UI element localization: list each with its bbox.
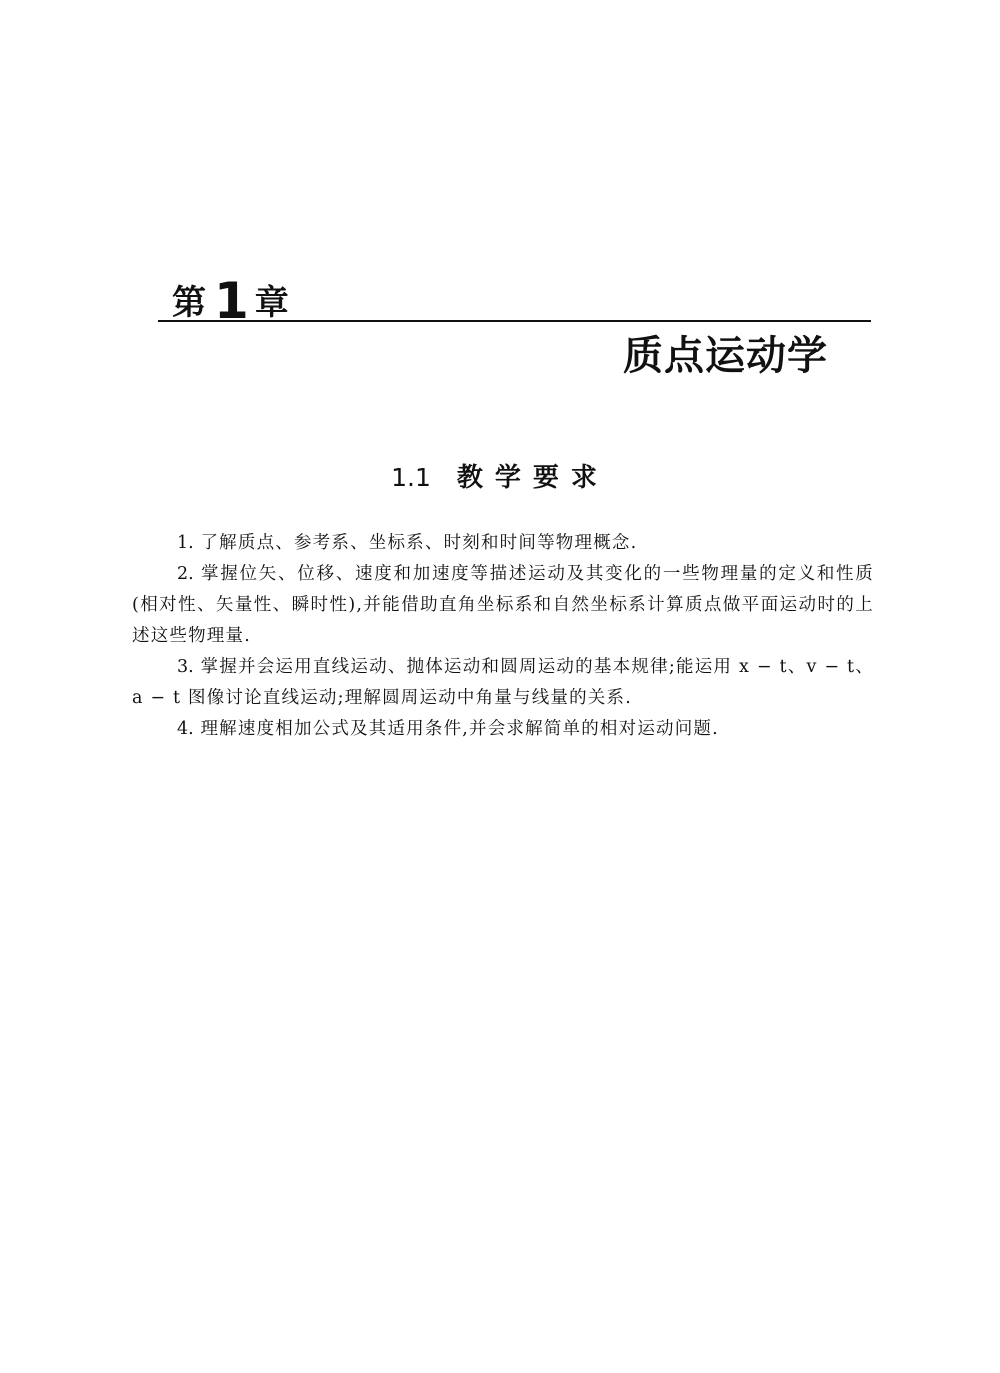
- requirement-text: 掌握并会运用直线运动、抛体运动和圆周运动的基本规律;能运用 x − t、v − t、a − t 图像讨论直线运动;理解圆周运动中角量与线量的关系.: [132, 657, 874, 708]
- requirement-item: [132, 714, 874, 745]
- requirement-number: 1.: [177, 533, 194, 553]
- requirement-number: 2.: [177, 564, 194, 584]
- chapter-number: 1: [214, 272, 249, 330]
- requirement-text: 理解速度相加公式及其适用条件,并会求解简单的相对运动问题.: [200, 719, 719, 739]
- requirement-item: [132, 652, 874, 714]
- requirement-text: 掌握位矢、位移、速度和加速度等描述运动及其变化的一些物理量的定义和性质(相对性、矢量性、瞬时性),并能借助直角坐标系和自然坐标系计算质点做平面运动时的上述这些物理量.: [132, 564, 875, 646]
- section-heading: [0, 458, 1000, 498]
- chapter-prefix: 第: [172, 283, 206, 323]
- requirement-text: 了解质点、参考系、坐标系、时刻和时间等物理概念.: [200, 533, 638, 553]
- requirement-number: 4.: [177, 719, 194, 739]
- chapter-title: 质点运动学: [623, 333, 828, 379]
- chapter-label: [172, 272, 289, 330]
- requirement-item: [132, 528, 874, 559]
- section-number: 1.1: [391, 463, 431, 492]
- chapter-suffix: 章: [254, 283, 289, 323]
- requirement-item: [132, 559, 874, 652]
- requirement-number: 3.: [177, 657, 194, 677]
- requirements-list: [132, 528, 874, 745]
- section-title: 教学要求: [456, 463, 609, 493]
- chapter-divider: [158, 320, 871, 322]
